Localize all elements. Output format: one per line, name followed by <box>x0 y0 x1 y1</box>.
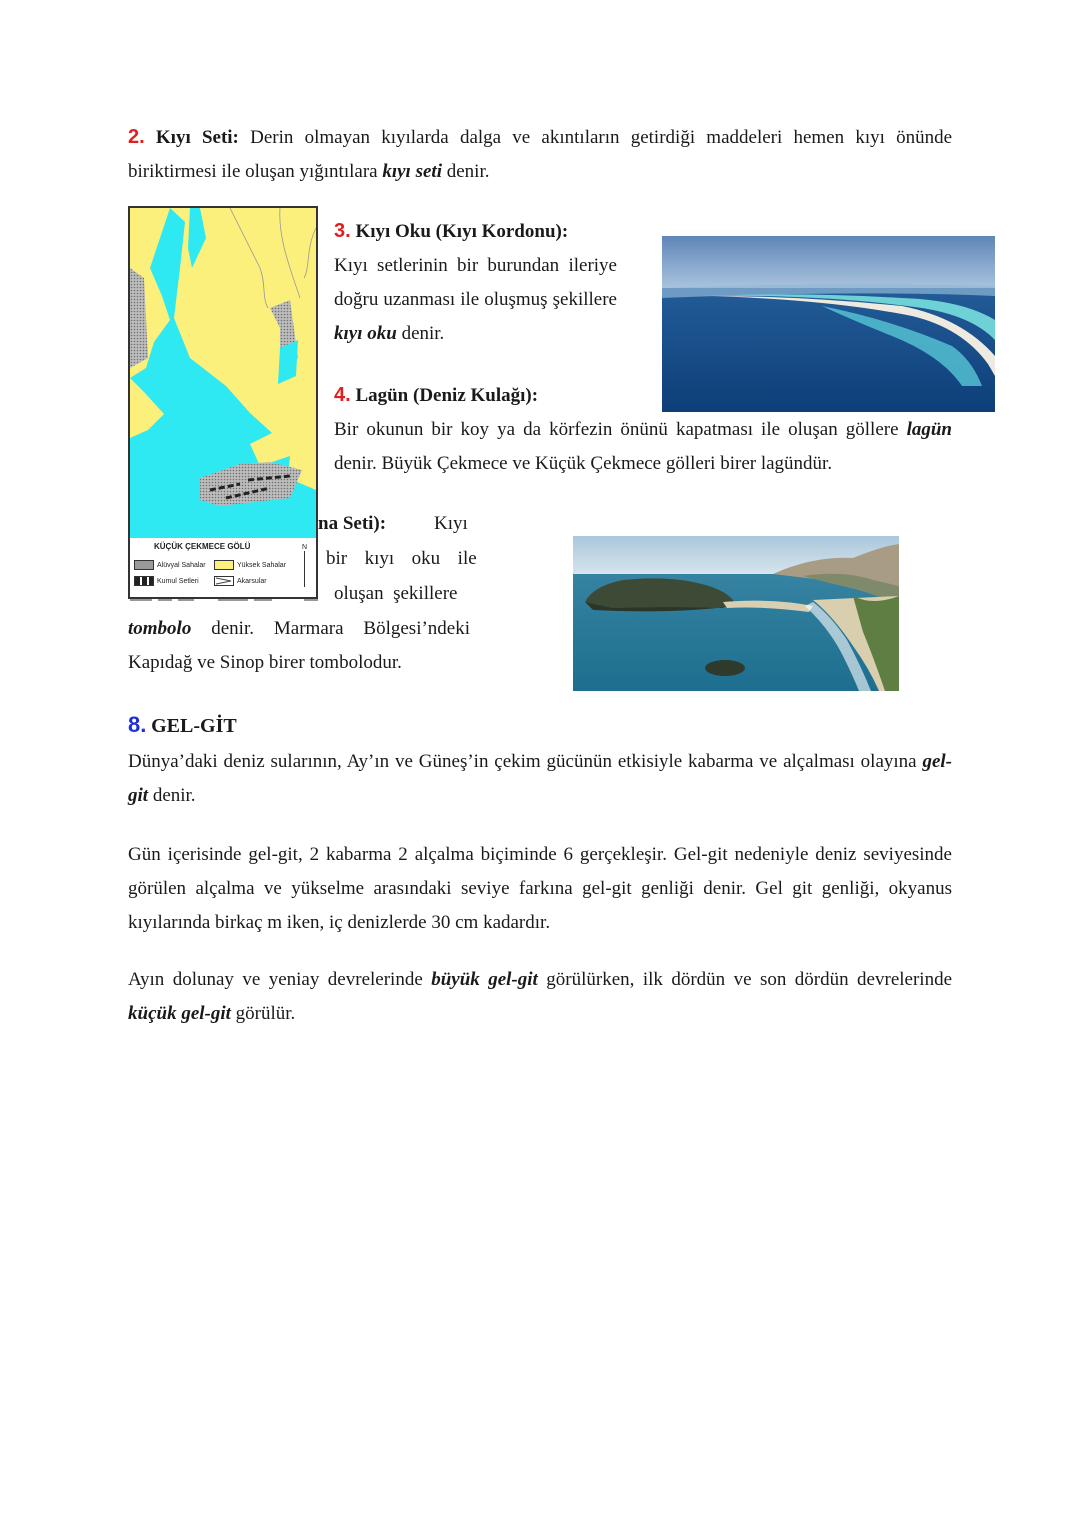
paragraph-text: denir. <box>152 785 196 806</box>
legend-swatch-alluvial <box>134 560 154 570</box>
key-term: kıyı oku <box>334 323 397 344</box>
section-heading-lagun <box>334 378 634 413</box>
legend-label: Akarsular <box>237 577 267 585</box>
section-title: Kıyı Seti: <box>155 127 239 148</box>
map-drawing <box>130 208 316 538</box>
section-number: 8. <box>128 712 147 737</box>
paragraph-text: Kıyı <box>434 513 468 534</box>
paragraph: Gün içerisinde gel-git, 2 kabarma 2 alçalma biçiminde 6 gerçekleşir. Gel-git nedeniyle deniz seviyesinde görülen alçalma ve yükselme arasındaki seviye farkına gel-git genliği denir. Gel git genliği, okyanus kıyılarında birkaç m iken, iç denizlerde 30 cm kadardır. <box>128 844 952 933</box>
key-term: lagün <box>906 419 952 440</box>
paragraph <box>128 745 952 813</box>
paragraph-text: Derin olmayan kıyılarda dalga ve akıntıların getirdiği maddeleri hemen kıyı önünde biriktirmesi ile oluşan yığıntılara <box>128 127 953 182</box>
legend-item <box>214 576 267 586</box>
paragraph-text: denir. Marmara Bölgesi’ndeki <box>211 618 471 639</box>
legend-item <box>214 560 286 570</box>
tombolo-photo <box>573 536 899 691</box>
section-heading-gel-git <box>128 708 237 744</box>
paragraph-text: denir. Büyük Çekmece ve Küçük Çekmece gölleri birer lagündür. <box>334 453 833 474</box>
paragraph-text: Ayın dolunay ve yeniay devrelerinde <box>128 969 423 990</box>
spit-photo <box>662 236 995 412</box>
paragraph-text: Dünya’daki deniz sularının, Ay’ın ve Güneş’in çekim gücünün etkisiyle kabarma ve alçalması olayına <box>128 751 917 772</box>
section-title-partial: na Seti): <box>318 513 387 534</box>
section-kiyi-oku-text <box>334 249 617 351</box>
north-arrow <box>302 544 307 587</box>
paragraph-text: bir kıyı oku ile <box>326 548 477 569</box>
key-term: büyük gel-git <box>431 969 538 990</box>
key-term: küçük gel-git <box>128 1003 231 1024</box>
paragraph-text: denir. <box>446 161 490 182</box>
north-arrow-line <box>304 551 305 587</box>
legend-label: Kumul Setleri <box>157 577 199 585</box>
legend-swatch-highland <box>214 560 234 570</box>
paragraph-text: görülürken, ilk dördün ve son dördün devrelerinde <box>546 969 953 990</box>
section-lagun-text <box>334 413 952 481</box>
section-number: 3. <box>334 220 351 242</box>
tombolo-line <box>128 612 470 646</box>
section-number: 4. <box>334 384 351 406</box>
key-term: gel-git <box>128 751 953 806</box>
section-title: Kıyı Oku (Kıyı Kordonu): <box>355 221 569 242</box>
paragraph-text: denir. <box>401 323 445 344</box>
legend-item <box>134 576 199 586</box>
paragraph-text: Bir okunun bir koy ya da körfezin önünü kapatması ile oluşan göllere <box>334 419 899 440</box>
paragraph-text: görülür. <box>235 1003 296 1024</box>
legend-label: Yüksek Sahalar <box>237 561 287 569</box>
paragraph <box>128 963 952 1031</box>
legend-item <box>134 560 206 570</box>
paragraph-text: Kapıdağ ve Sinop birer tombolodur. <box>128 652 402 673</box>
paragraph-text: Kıyı setlerinin bir burundan ileriye doğru uzanması ile oluşmuş şekillere <box>334 255 617 310</box>
section-heading-kiyi-oku <box>334 214 634 249</box>
key-term: kıyı seti <box>382 161 442 182</box>
key-term: tombolo <box>128 618 192 639</box>
legend-swatch-rivers <box>214 576 234 586</box>
paragraph-text: oluşan şekillere <box>334 583 458 604</box>
kucukcekmece-map <box>128 206 318 599</box>
section-kiyi-seti <box>128 120 952 189</box>
legend-label: Alüvyal Sahalar <box>157 561 206 569</box>
legend-swatch-dunes <box>134 576 154 586</box>
section-number: 2. <box>128 126 145 148</box>
section-title: GEL-GİT <box>151 715 237 737</box>
map-title: KÜÇÜK ÇEKMECE GÖLÜ <box>154 542 251 551</box>
section-title: Lagün (Deniz Kulağı): <box>355 385 539 406</box>
north-label: N <box>302 544 308 551</box>
